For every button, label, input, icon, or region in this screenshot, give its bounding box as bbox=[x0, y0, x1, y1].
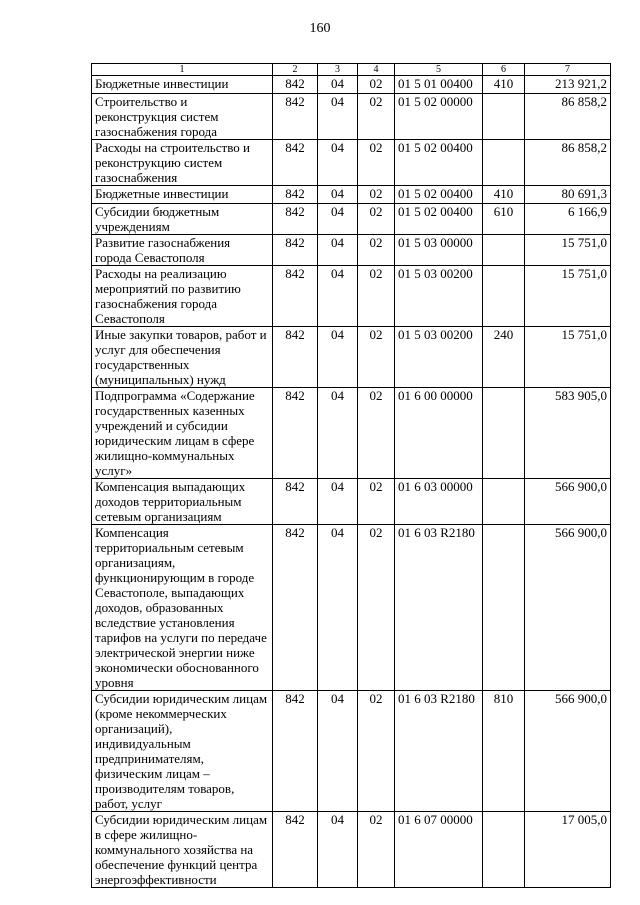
row-name-cell: Иные закупки товаров, работ и услуг для обеспечения государственных (муниципальных) нужд bbox=[92, 327, 273, 388]
row-value-cell bbox=[483, 525, 525, 691]
row-value-cell: 02 bbox=[358, 266, 395, 327]
table-row bbox=[92, 76, 611, 94]
row-value-cell: 842 bbox=[273, 388, 318, 479]
row-value-cell: 15 751,0 bbox=[525, 235, 611, 266]
row-value-cell: 04 bbox=[318, 525, 358, 691]
row-value-cell: 842 bbox=[273, 812, 318, 888]
row-value-cell: 86 858,2 bbox=[525, 94, 611, 140]
row-value-cell: 02 bbox=[358, 388, 395, 479]
row-value-cell: 566 900,0 bbox=[525, 525, 611, 691]
row-name-cell: Субсидии юридическим лицам в сфере жилищно-коммунального хозяйства на обеспечение функций центра энергоэффективности bbox=[92, 812, 273, 888]
row-value-cell: 213 921,2 bbox=[525, 76, 611, 94]
table-row bbox=[92, 266, 611, 327]
table-row bbox=[92, 235, 611, 266]
table-row bbox=[92, 140, 611, 186]
row-value-cell: 02 bbox=[358, 204, 395, 235]
row-value-cell: 04 bbox=[318, 691, 358, 812]
row-value-cell: 01 6 07 00000 bbox=[395, 812, 483, 888]
row-value-cell: 240 bbox=[483, 327, 525, 388]
page-number: 160 bbox=[309, 21, 331, 36]
row-value-cell: 842 bbox=[273, 327, 318, 388]
row-value-cell: 583 905,0 bbox=[525, 388, 611, 479]
row-value-cell: 04 bbox=[318, 94, 358, 140]
row-value-cell: 04 bbox=[318, 327, 358, 388]
row-name-cell: Субсидии бюджетным учреждениям bbox=[92, 204, 273, 235]
row-value-cell: 01 5 02 00000 bbox=[395, 94, 483, 140]
header-cell: 1 bbox=[92, 64, 273, 76]
table-row bbox=[92, 327, 611, 388]
row-value-cell bbox=[483, 266, 525, 327]
row-value-cell: 02 bbox=[358, 186, 395, 204]
row-name-cell: Субсидии юридическим лицам (кроме некоммерческих организаций), индивидуальным предпринимателям, физическим лицам – производителям товаров, работ, услуг bbox=[92, 691, 273, 812]
row-value-cell: 04 bbox=[318, 204, 358, 235]
row-name-cell: Компенсация выпадающих доходов территориальным сетевым организациям bbox=[92, 479, 273, 525]
table-header-row bbox=[92, 64, 611, 76]
row-value-cell: 01 6 03 R2180 bbox=[395, 691, 483, 812]
row-value-cell: 01 5 02 00400 bbox=[395, 204, 483, 235]
row-value-cell: 04 bbox=[318, 266, 358, 327]
row-value-cell: 04 bbox=[318, 186, 358, 204]
table-row bbox=[92, 525, 611, 691]
row-value-cell: 01 5 03 00000 bbox=[395, 235, 483, 266]
header-cell: 2 bbox=[273, 64, 318, 76]
row-value-cell: 04 bbox=[318, 479, 358, 525]
row-value-cell: 02 bbox=[358, 94, 395, 140]
row-value-cell: 01 5 02 00400 bbox=[395, 140, 483, 186]
row-value-cell: 86 858,2 bbox=[525, 140, 611, 186]
row-value-cell: 02 bbox=[358, 235, 395, 266]
row-value-cell: 01 5 02 00400 bbox=[395, 186, 483, 204]
header-cell: 6 bbox=[483, 64, 525, 76]
row-value-cell: 04 bbox=[318, 812, 358, 888]
row-value-cell: 810 bbox=[483, 691, 525, 812]
row-value-cell bbox=[483, 812, 525, 888]
row-value-cell: 410 bbox=[483, 186, 525, 204]
header-cell: 3 bbox=[318, 64, 358, 76]
row-value-cell: 02 bbox=[358, 479, 395, 525]
row-value-cell: 02 bbox=[358, 812, 395, 888]
header-cell: 5 bbox=[395, 64, 483, 76]
table-row bbox=[92, 812, 611, 888]
row-value-cell: 01 6 03 00000 bbox=[395, 479, 483, 525]
row-name-cell: Подпрограмма «Содержание государственных казенных учреждений и субсидии юридическим лицам в сфере жилищно-коммунальных услуг» bbox=[92, 388, 273, 479]
row-value-cell bbox=[483, 479, 525, 525]
row-value-cell: 01 6 00 00000 bbox=[395, 388, 483, 479]
row-value-cell: 04 bbox=[318, 140, 358, 186]
table-row bbox=[92, 204, 611, 235]
row-name-cell: Строительство и реконструкция систем газоснабжения города bbox=[92, 94, 273, 140]
row-value-cell bbox=[483, 235, 525, 266]
row-value-cell: 01 5 03 00200 bbox=[395, 327, 483, 388]
row-value-cell: 01 5 01 00400 bbox=[395, 76, 483, 94]
header-cell: 4 bbox=[358, 64, 395, 76]
row-value-cell: 842 bbox=[273, 691, 318, 812]
table-row bbox=[92, 691, 611, 812]
row-value-cell: 842 bbox=[273, 266, 318, 327]
row-value-cell bbox=[483, 388, 525, 479]
row-name-cell: Расходы на реализацию мероприятий по развитию газоснабжения города Севастополя bbox=[92, 266, 273, 327]
row-name-cell: Расходы на строительство и реконструкцию систем газоснабжения bbox=[92, 140, 273, 186]
row-value-cell bbox=[483, 94, 525, 140]
row-name-cell: Бюджетные инвестиции bbox=[92, 76, 273, 94]
row-value-cell: 04 bbox=[318, 76, 358, 94]
row-value-cell: 842 bbox=[273, 140, 318, 186]
row-value-cell: 842 bbox=[273, 479, 318, 525]
header-cell: 7 bbox=[525, 64, 611, 76]
row-value-cell: 02 bbox=[358, 76, 395, 94]
row-value-cell: 842 bbox=[273, 525, 318, 691]
row-value-cell: 566 900,0 bbox=[525, 691, 611, 812]
row-value-cell: 15 751,0 bbox=[525, 266, 611, 327]
row-value-cell: 566 900,0 bbox=[525, 479, 611, 525]
row-value-cell: 04 bbox=[318, 388, 358, 479]
row-value-cell: 842 bbox=[273, 186, 318, 204]
budget-table bbox=[91, 63, 611, 888]
row-value-cell: 80 691,3 bbox=[525, 186, 611, 204]
row-value-cell: 6 166,9 bbox=[525, 204, 611, 235]
row-value-cell: 01 6 03 R2180 bbox=[395, 525, 483, 691]
row-value-cell: 842 bbox=[273, 94, 318, 140]
row-value-cell: 02 bbox=[358, 327, 395, 388]
row-name-cell: Компенсация территориальным сетевым организациям, функционирующим в городе Севастополе, выпадающих доходов, образованных вследствие установления тарифов на услуги по передаче электрической энергии ниже экономически обоснованного уровня bbox=[92, 525, 273, 691]
row-name-cell: Развитие газоснабжения города Севастополя bbox=[92, 235, 273, 266]
row-value-cell: 02 bbox=[358, 691, 395, 812]
row-value-cell: 842 bbox=[273, 204, 318, 235]
row-value-cell: 610 bbox=[483, 204, 525, 235]
row-value-cell: 17 005,0 bbox=[525, 812, 611, 888]
row-value-cell: 842 bbox=[273, 235, 318, 266]
row-name-cell: Бюджетные инвестиции bbox=[92, 186, 273, 204]
row-value-cell: 04 bbox=[318, 235, 358, 266]
table-row bbox=[92, 186, 611, 204]
row-value-cell: 01 5 03 00200 bbox=[395, 266, 483, 327]
row-value-cell: 02 bbox=[358, 525, 395, 691]
table-row bbox=[92, 388, 611, 479]
row-value-cell bbox=[483, 140, 525, 186]
row-value-cell: 02 bbox=[358, 140, 395, 186]
row-value-cell: 410 bbox=[483, 76, 525, 94]
row-value-cell: 15 751,0 bbox=[525, 327, 611, 388]
table-row bbox=[92, 94, 611, 140]
row-value-cell: 842 bbox=[273, 76, 318, 94]
table-row bbox=[92, 479, 611, 525]
